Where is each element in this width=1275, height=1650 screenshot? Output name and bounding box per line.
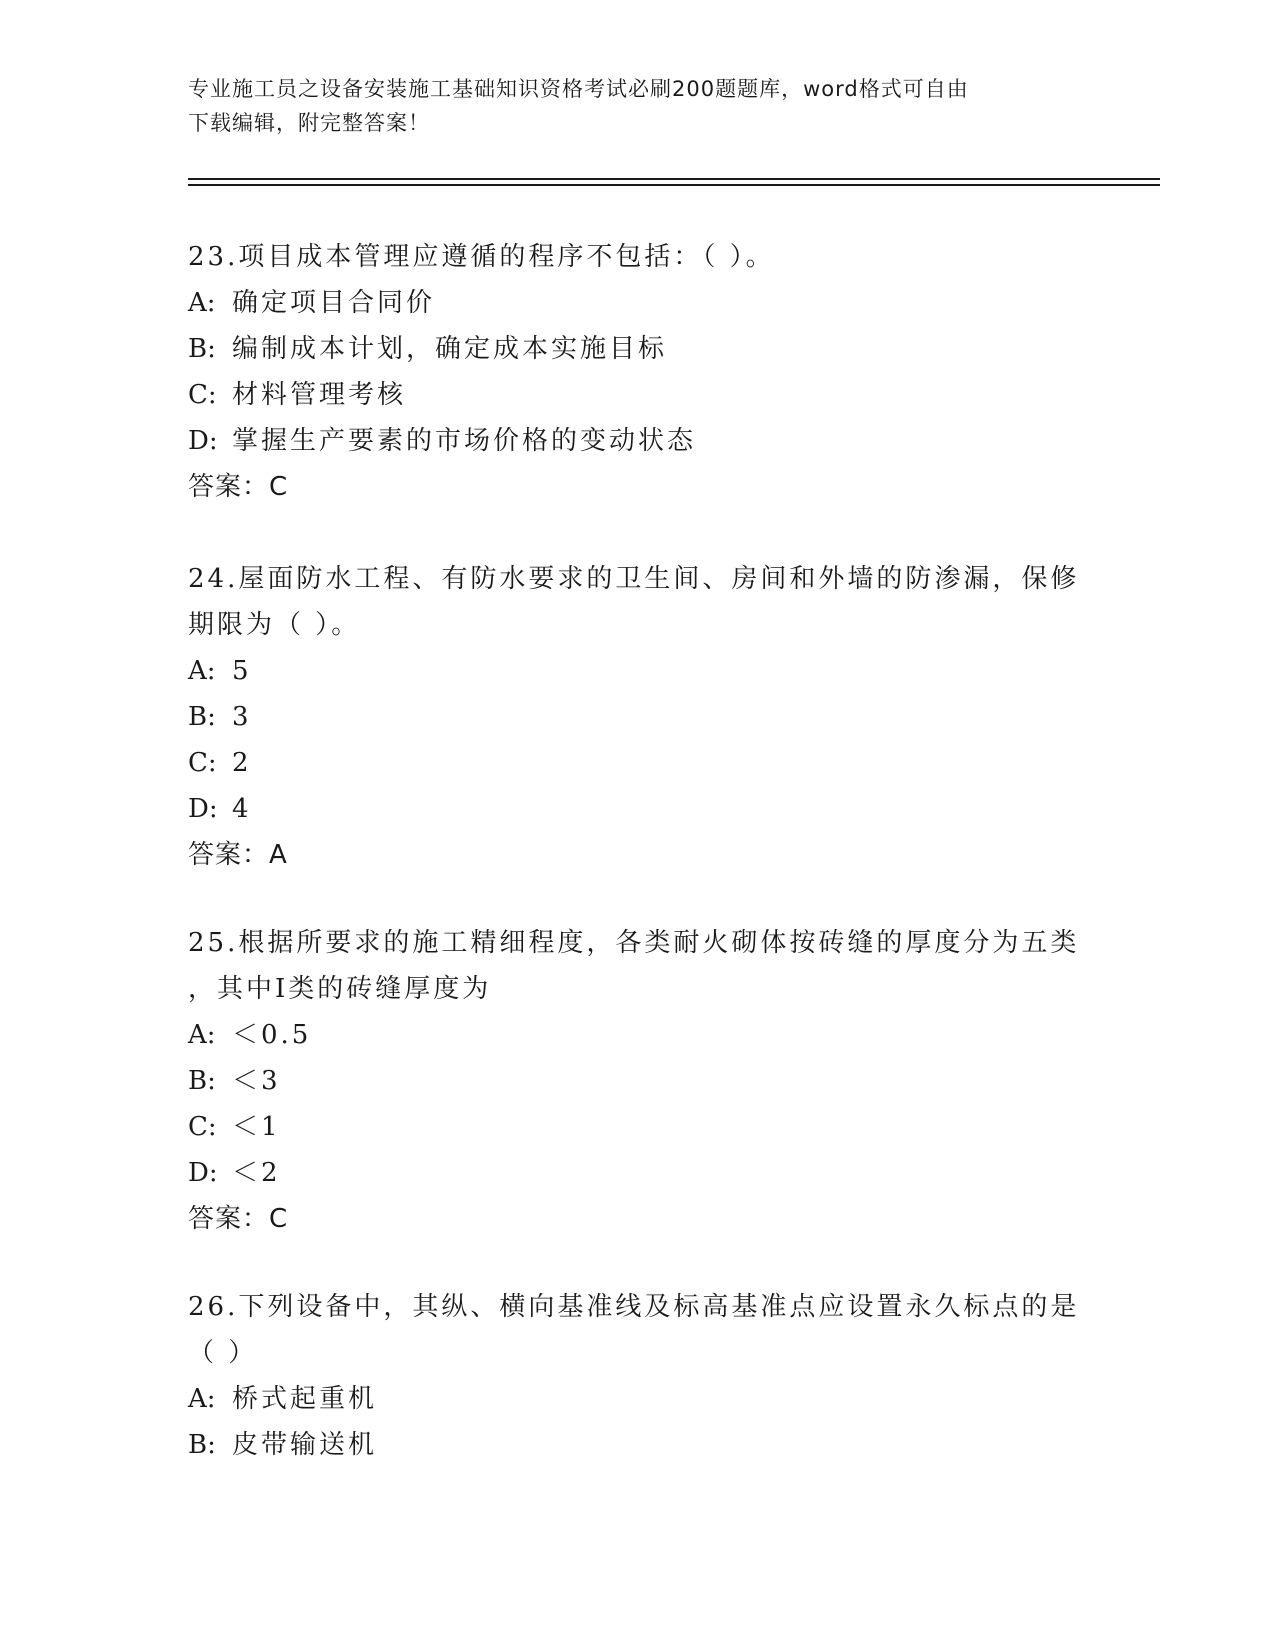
question-26 bbox=[188, 1284, 1088, 1468]
header-divider-top bbox=[188, 178, 1160, 180]
question-stem-continued: ，其中Ⅰ类的砖缝厚度为 bbox=[188, 974, 492, 1004]
option-text: 桥式起重机 bbox=[232, 1384, 378, 1414]
option-label: A: bbox=[188, 656, 216, 686]
option-text: ＜1 bbox=[232, 1112, 281, 1142]
option-text: ＜2 bbox=[232, 1158, 281, 1188]
option-a bbox=[188, 648, 1088, 694]
header-line-1: 专业施工员之设备安装施工基础知识资格考试必刷200题题库，word格式可自由 bbox=[188, 77, 969, 101]
option-a bbox=[188, 1012, 1088, 1058]
option-label: B: bbox=[188, 1430, 216, 1460]
option-text: 掌握生产要素的市场价格的变动状态 bbox=[232, 426, 697, 456]
question-24 bbox=[188, 556, 1088, 878]
option-label: B: bbox=[188, 334, 216, 364]
header-line-2: 下载编辑，附完整答案！ bbox=[188, 111, 430, 135]
option-label: C: bbox=[188, 380, 217, 410]
option-label: B: bbox=[188, 702, 216, 732]
option-b bbox=[188, 694, 1088, 740]
answer: 答案：C bbox=[188, 1204, 289, 1234]
question-25 bbox=[188, 920, 1088, 1242]
option-text: 5 bbox=[232, 656, 252, 686]
option-label: A: bbox=[188, 1384, 216, 1414]
option-label: C: bbox=[188, 1112, 217, 1142]
option-a bbox=[188, 1376, 1088, 1422]
option-text: ＜3 bbox=[232, 1066, 281, 1096]
answer: 答案：C bbox=[188, 472, 289, 502]
option-text: 4 bbox=[232, 794, 252, 824]
question-stem: 25.根据所要求的施工精细程度，各类耐火砌体按砖缝的厚度分为五类 bbox=[188, 928, 1080, 958]
question-stem-continued: （ ） bbox=[188, 1338, 258, 1368]
option-b bbox=[188, 1422, 1088, 1468]
answer: 答案：A bbox=[188, 840, 288, 870]
option-label: A: bbox=[188, 1020, 216, 1050]
question-stem: 24.屋面防水工程、有防水要求的卫生间、房间和外墙的防渗漏，保修 bbox=[188, 564, 1080, 594]
question-stem: 26.下列设备中，其纵、横向基准线及标高基准点应设置永久标点的是 bbox=[188, 1292, 1080, 1322]
option-text: 2 bbox=[232, 748, 252, 778]
option-text: ＜0.5 bbox=[232, 1020, 312, 1050]
option-a bbox=[188, 280, 1088, 326]
header-divider-bottom bbox=[188, 184, 1160, 186]
question-stem-continued: 期限为（ ）。 bbox=[188, 610, 361, 640]
option-label: C: bbox=[188, 748, 217, 778]
option-d bbox=[188, 418, 1088, 464]
option-d bbox=[188, 786, 1088, 832]
option-label: D: bbox=[188, 1158, 218, 1188]
option-text: 皮带输送机 bbox=[232, 1430, 378, 1460]
option-text: 编制成本计划，确定成本实施目标 bbox=[232, 334, 668, 364]
option-text: 确定项目合同价 bbox=[232, 288, 436, 318]
option-label: D: bbox=[188, 426, 218, 456]
option-c bbox=[188, 1104, 1088, 1150]
option-text: 3 bbox=[232, 702, 252, 732]
option-b bbox=[188, 1058, 1088, 1104]
question-stem: 23.项目成本管理应遵循的程序不包括：（ ）。 bbox=[188, 242, 775, 272]
option-c bbox=[188, 372, 1088, 418]
option-d bbox=[188, 1150, 1088, 1196]
document-header bbox=[188, 72, 1088, 140]
option-label: A: bbox=[188, 288, 216, 318]
question-23 bbox=[188, 234, 1088, 510]
option-b bbox=[188, 326, 1088, 372]
option-text: 材料管理考核 bbox=[232, 380, 407, 410]
option-label: B: bbox=[188, 1066, 216, 1096]
option-c bbox=[188, 740, 1088, 786]
option-label: D: bbox=[188, 794, 218, 824]
